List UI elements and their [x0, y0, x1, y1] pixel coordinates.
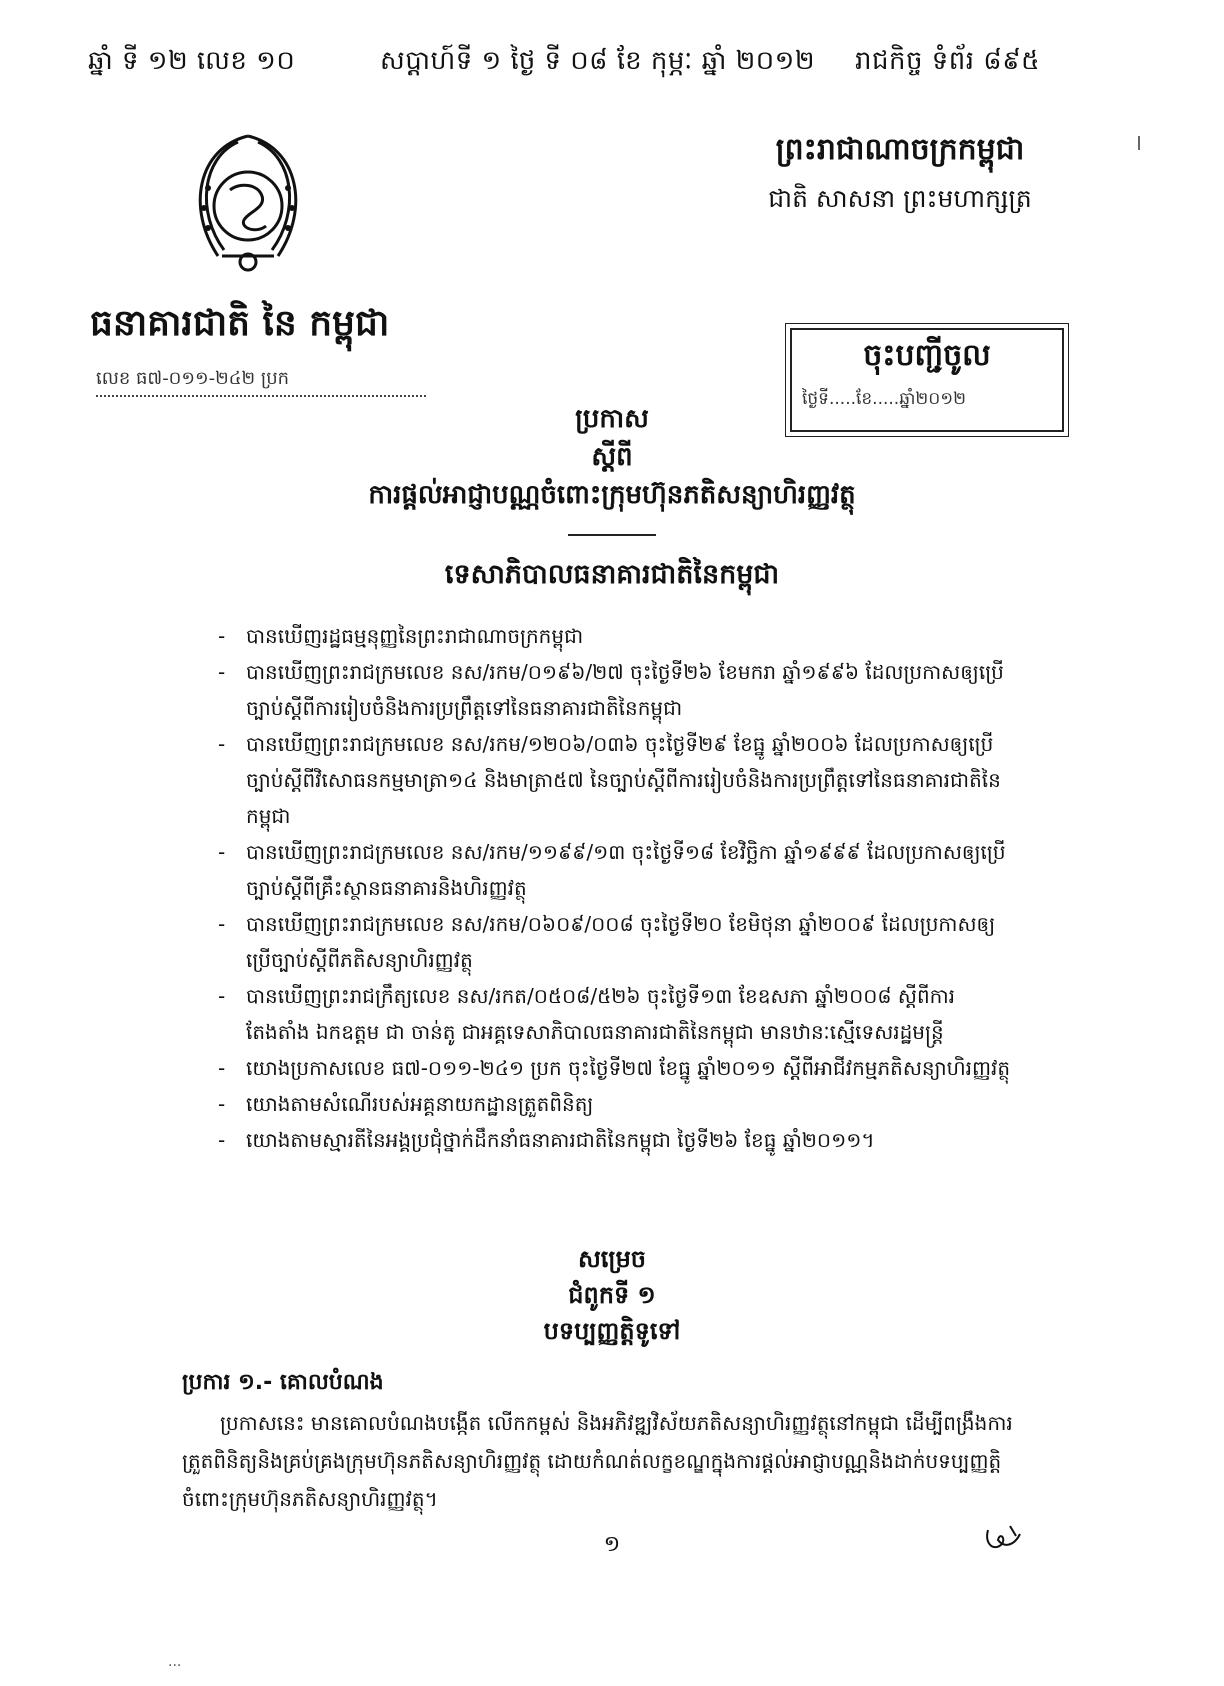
- list-item: - បានឃើញព្រះរាជក្រមលេខ នស/រកម/០៦០៩/០០៨ ចុះថ្ងៃទី២០ ខែមិថុនា ឆ្នាំ២០០៩ ដែលប្រកាសឲ្យប្រើច្បាប់ស្តីពីភតិសន្យាហិរញ្ញវត្ថុ: [218, 906, 1018, 978]
- kingdom-title: ព្រះរាជាណាចក្រកម្ពុជា: [775, 132, 1025, 167]
- legal-basis-list: [218, 618, 1018, 1158]
- list-item: - យោងតាមស្មារតីនៃអង្គប្រជុំថ្នាក់ដឹកនាំធនាគារជាតិនៃកម្ពុជា ថ្ងៃទី២៦ ខែធ្នូ ឆ្នាំ២០១១។: [218, 1122, 1018, 1158]
- kingdom-motto: ជាតិ សាសនា ព្រះមហាក្សត្រ: [768, 184, 1032, 213]
- title-divider: [568, 534, 656, 536]
- kingdom-header: [740, 130, 1060, 220]
- list-item: - យោងតាមសំណើរបស់អគ្គនាយកដ្ឋានត្រួតពិនិត្យ: [218, 1086, 1018, 1122]
- list-item: - បានឃើញព្រះរាជក្រឹត្យលេខ នស/រកត/០៥០៨/៥២៦ ចុះថ្ងៃទី១៣ ខែឧសភា ឆ្នាំ២០០៨ ស្តីពីការតែងតាំង ឯកឧត្តម ជា ចាន់តូ ជាអគ្គទេសាភិបាលធនាគារជាតិនៃកម្ពុជា មានឋានៈស្មើទេសរដ្ឋមន្ត្រី: [218, 978, 1018, 1050]
- list-item: - យោងប្រកាសលេខ ធ៧-០១១-២៤១ ប្រក ចុះថ្ងៃទី២៧ ខែធ្នូ ឆ្នាំ២០១១ ស្តីពីអាជីវកម្មភតិសន្យាហិរញ្ញវត្ថុ: [218, 1050, 1018, 1086]
- gazette-date: សប្តាហ៍ទី ១ ថ្ងៃ ទី ០៨ ខែ កុម្ភៈ ឆ្នាំ ២០១២: [380, 46, 816, 76]
- stamp-date: ថ្ងៃទី.....ខែ.....ឆ្នាំ២០១២: [802, 389, 967, 409]
- article-body: ប្រកាសនេះ មានគោលបំណងបង្កើត លើកកម្ពស់ និងអភិវឌ្ឍវិស័យភតិសន្យាហិរញ្ញវត្ថុនៅកម្ពុជា ដើម្បីពង្រឹងការត្រួតពិនិត្យនិងគ្រប់គ្រងក្រុមហ៊ុនភតិសន្យាហិរញ្ញវត្ថុ ដោយកំណត់លក្ខខណ្ឌក្នុងការផ្តល់អាជ្ញាបណ្ណនិងដាក់បទប្បញ្ញត្តិចំពោះក្រុមហ៊ុនភតិសន្យាហិរញ្ញវត្ថុ។: [182, 1411, 1013, 1511]
- chapter-title: បទប្បញ្ញត្តិទូទៅ: [543, 1317, 681, 1345]
- gazette-page: រាជកិច្ច ទំព័រ ៨៩៥: [855, 46, 1041, 76]
- list-item: - បានឃើញព្រះរាជក្រមលេខ នស/រកម/១១៩៩/១៣ ចុះថ្ងៃទី១៨ ខែវិច្ឆិកា ឆ្នាំ១៩៩៩ ដែលប្រកាសឲ្យប្រើច្បាប់ស្តីពីគ្រឹះស្ថានធនាគារនិងហិរញ្ញវត្ថុ: [218, 834, 1018, 906]
- gazette-issue: ឆ្នាំ ទី ១២ លេខ ១០: [88, 46, 296, 76]
- list-item: - បានឃើញព្រះរាជក្រមលេខ នស/រកម/១២០៦/០៣៦ ចុះថ្ងៃទី២៩ ខែធ្នូ ឆ្នាំ២០០៦ ដែលប្រកាសឲ្យប្រើច្បាប់ស្តីពីវិសោធនកម្មមាត្រា១៤ និងមាត្រា៥៧ នៃច្បាប់ស្តីពីការរៀបចំនិងការប្រព្រឹត្តទៅនៃធនាគារជាតិនៃកម្ពុជា: [218, 726, 1018, 834]
- list-item: - បានឃើញរដ្ឋធម្មនុញ្ញនៃព្រះរាជាណាចក្រកម្ពុជា: [218, 618, 1018, 654]
- page-number: ១: [603, 1532, 621, 1557]
- bank-name: ធនាគារជាតិ នៃ កម្ពុជា: [90, 303, 390, 344]
- document-on: ស្តីពី: [591, 442, 633, 472]
- bank-emblem-icon: [178, 128, 318, 278]
- list-item: - បានឃើញព្រះរាជក្រមលេខ នស/រកម/០១៩៦/២៧ ចុះថ្ងៃទី២៦ ខែមករា ឆ្នាំ១៩៩៦ ដែលប្រកាសឲ្យប្រើច្បាប់ស្តីពីការរៀបចំនិងការប្រព្រឹត្តទៅនៃធនាគារជាតិនៃកម្ពុជា: [218, 654, 1018, 726]
- reference-number: លេខ ធ៧-០១១-២៤២ ប្រក: [96, 366, 426, 397]
- stamp-title: ចុះបញ្ជីចូល: [863, 338, 991, 373]
- footer-mark: ···: [168, 1658, 182, 1674]
- decision-heading: សម្រេច: [577, 1245, 647, 1273]
- margin-mark: [1138, 136, 1140, 150]
- signature-initials-icon: [980, 1518, 1030, 1558]
- chapter-heading: ជំពូកទី ១: [568, 1281, 656, 1309]
- document-type: ប្រកាស: [575, 404, 649, 434]
- issuing-authority: ទេសាភិបាលធនាគារជាតិនៃកម្ពុជា: [444, 559, 780, 590]
- document-subject: ការផ្តល់អាជ្ញាបណ្ណចំពោះក្រុមហ៊ុនភតិសន្យាហិរញ្ញវត្ថុ: [368, 480, 856, 510]
- article-heading: ប្រការ ១.- គោលបំណង: [182, 1370, 384, 1395]
